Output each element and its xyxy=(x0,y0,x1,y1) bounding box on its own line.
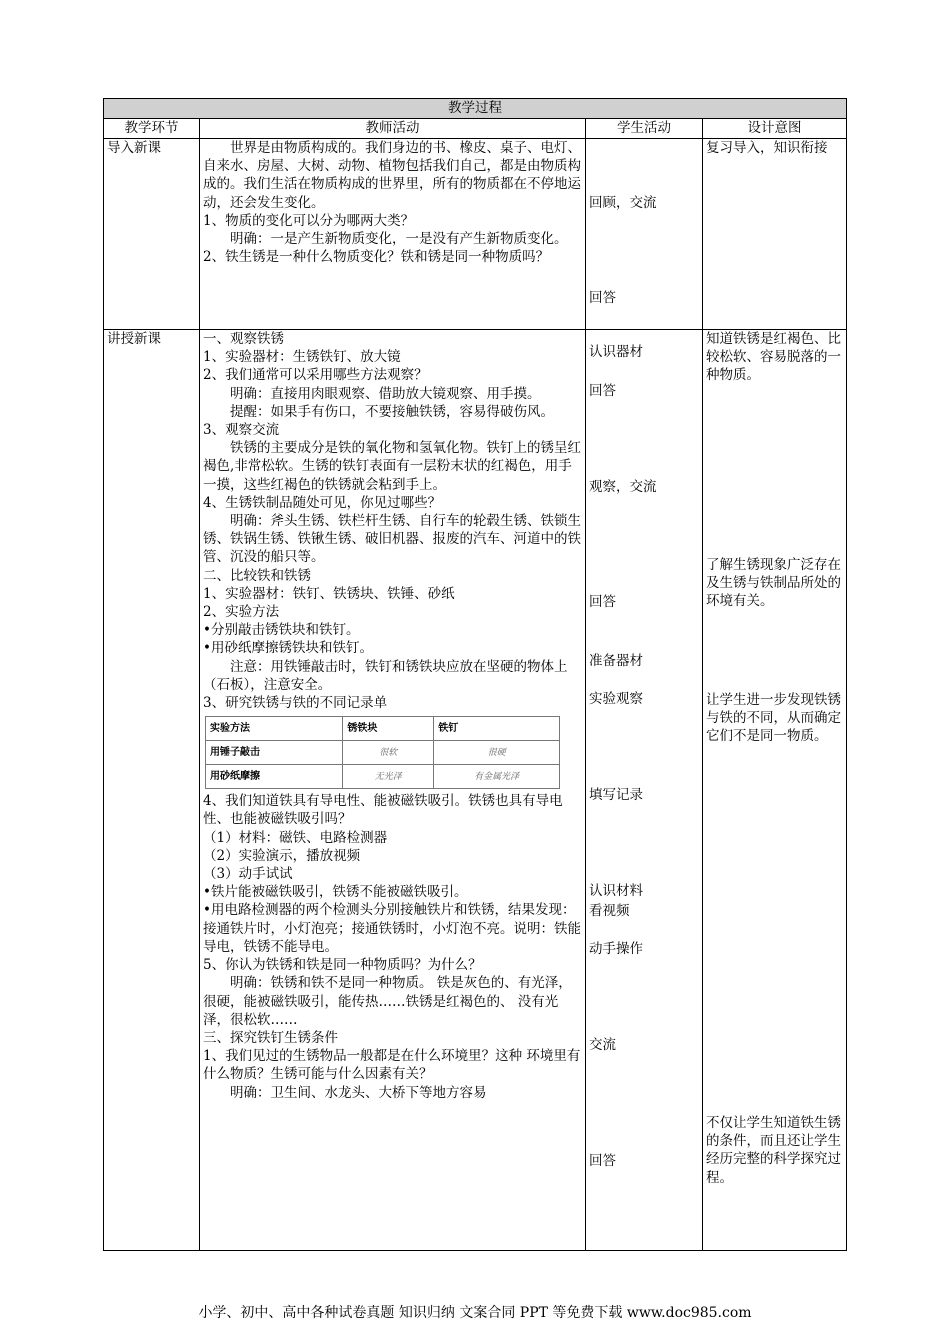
student-text: 实验观察 xyxy=(589,691,643,707)
teacher-text: 2、铁生锈是一种什么物质变化？铁和锈是同一种物质吗？ xyxy=(203,249,550,266)
teacher-text: 明确：一是产生新物质变化，一是没有产生新物质变化。 xyxy=(230,231,568,248)
record-value: 很软 xyxy=(343,741,434,765)
teacher-text: 提醒：如果手有伤口，不要接触铁锈，容易得破伤风。 xyxy=(230,403,554,420)
record-row xyxy=(206,765,560,789)
student-text: 回答 xyxy=(589,290,616,307)
teacher-text: 明确：斧头生锈、铁栏杆生锈、自行车的轮毂生锈、铁锁生锈、铁锅生锈、铁锹生锈、破旧机器、报废的汽车、河道中的铁管、沉没的船只等。 xyxy=(203,513,581,566)
intent-text: 了解生锈现象广泛存在及生锈与铁制品所处的环境有关。 xyxy=(706,557,841,610)
teacher-text: 3、观察交流 xyxy=(203,422,280,439)
teacher-text: •用电路检测器的两个检测头分别接触铁片和铁锈，结果发现：接通铁片时，小灯泡亮；接通铁锈时，小灯泡不亮。说明：铁能导电，铁锈不能导电。 xyxy=(203,902,581,955)
teacher-text: 三、探究铁钉生锈条件 xyxy=(203,1029,338,1046)
record-value: 有金属光泽 xyxy=(434,765,560,789)
teacher-text: 世界是由物质构成的。我们身边的书、橡皮、桌子、电灯、自来水、房屋、大树、动物、植物包括我们自己，都是由物质构成的。我们生活在物质构成的世界里，所有的物质都在不停地运动，还会发生变化。 xyxy=(203,140,581,211)
student-cell xyxy=(586,139,703,330)
record-value: 很硬 xyxy=(434,741,560,765)
record-method: 用砂纸摩擦 xyxy=(206,765,343,789)
student-text: 看视频 xyxy=(589,903,630,919)
record-header: 锈铁块 xyxy=(343,717,434,741)
teacher-text: 铁锈的主要成分是铁的氧化物和氢氧化物。铁钉上的锈呈红褐色,非常松软。生锈的铁钉表面有一层粉末状的红褐色，用手一摸，这些红褐色的铁锈就会粘到手上。 xyxy=(203,440,581,493)
lesson-plan-sheet xyxy=(103,98,846,1264)
teacher-text: 2、实验方法 xyxy=(203,604,280,621)
intent-text: 知道铁锈是红褐色、比较松软、容易脱落的一种物质。 xyxy=(706,331,841,384)
student-text: 回答 xyxy=(589,1153,616,1169)
record-header: 铁钉 xyxy=(434,717,560,741)
teacher-text: 5、你认为铁锈和铁是同一种物质吗？为什么？ xyxy=(203,957,482,974)
teacher-text: 1、物质的变化可以分为哪两大类？ xyxy=(203,212,415,229)
intent-text: 复习导入，知识衔接 xyxy=(706,140,828,156)
teacher-text: 二、比较铁和铁锈 xyxy=(203,567,311,584)
stage-cell: 导入新课 xyxy=(104,139,200,330)
student-text: 观察，交流 xyxy=(589,479,657,495)
teacher-text: 1、实验器材：铁钉、铁锈块、铁锤、砂纸 xyxy=(203,585,455,602)
record-header: 实验方法 xyxy=(206,717,343,741)
student-text: 填写记录 xyxy=(589,787,643,803)
teacher-text: 4、生锈铁制品随处可见，你见过哪些？ xyxy=(203,494,442,511)
table-title: 教学过程 xyxy=(104,99,847,119)
teacher-text: 明确：卫生间、水龙头、大桥下等地方容易 xyxy=(230,1084,487,1101)
stage-cell: 讲授新课 xyxy=(104,330,200,1251)
teacher-text: 2、我们通常可以采用哪些方法观察？ xyxy=(203,367,428,384)
row-intro xyxy=(104,139,847,330)
teacher-text: 一、观察铁锈 xyxy=(203,331,284,347)
teacher-text: •分别敲击锈铁块和铁钉。 xyxy=(203,622,360,639)
teacher-text: 3、研究铁锈与铁的不同记录单 xyxy=(203,695,388,712)
page-footer: 小学、初中、高中各种试卷真题 知识归纳 文案合同 PPT 等免费下载 www.doc985.com xyxy=(198,1305,752,1321)
teaching-process-table xyxy=(103,98,847,1251)
intent-text: 让学生进一步发现铁锈与铁的不同，从而确定它们不是同一物质。 xyxy=(706,692,841,745)
teacher-cell xyxy=(200,139,586,330)
student-text: 准备器材 xyxy=(589,653,643,669)
student-text: 回顾，交流 xyxy=(589,195,657,211)
intent-cell xyxy=(703,139,847,330)
row-new-lesson xyxy=(104,330,847,1251)
teacher-text: •铁片能被磁铁吸引，铁锈不能被磁铁吸引。 xyxy=(203,884,468,901)
header-stage: 教学环节 xyxy=(104,119,200,139)
teacher-text: （2）实验演示，播放视频 xyxy=(203,847,361,864)
student-text: 回答 xyxy=(589,383,616,399)
intent-cell xyxy=(703,330,847,1251)
teacher-text: 1、实验器材：生锈铁钉、放大镜 xyxy=(203,349,401,366)
teacher-text: •用砂纸摩擦锈铁块和铁钉。 xyxy=(203,640,373,657)
student-cell xyxy=(586,330,703,1251)
teacher-text: 明确：直接用肉眼观察、借助放大镜观察、用手摸。 xyxy=(230,385,541,402)
record-method: 用锤子敲击 xyxy=(206,741,343,765)
record-value: 无光泽 xyxy=(343,765,434,789)
student-text: 动手操作 xyxy=(589,941,643,957)
teacher-text: （3）动手试试 xyxy=(203,866,293,883)
student-text: 认识材料 xyxy=(589,883,643,899)
teacher-text: 1、我们见过的生锈物品一般都是在什么环境里？这种 环境里有什么物质？生锈可能与什么因素有关？ xyxy=(203,1048,581,1083)
record-row xyxy=(206,741,560,765)
header-intent: 设计意图 xyxy=(703,119,847,139)
teacher-text: 4、我们知道铁具有导电性、能被磁铁吸引。铁锈也具有导电性、也能被磁铁吸引吗？ xyxy=(203,793,563,828)
intent-text: 不仅让学生知道铁生锈的条件，而且还让学生经历完整的科学探究过程。 xyxy=(706,1115,841,1186)
student-text: 交流 xyxy=(589,1037,616,1053)
record-sheet-table xyxy=(205,716,560,789)
header-student: 学生活动 xyxy=(586,119,703,139)
student-text: 认识器材 xyxy=(589,344,643,360)
teacher-cell xyxy=(200,330,586,1251)
teacher-text: 明确：铁锈和铁不是同一种物质。 铁是灰色的、有光泽，很硬，能被磁铁吸引，能传热……铁锈是红褐色的、 没有光泽，很松软…… xyxy=(203,975,572,1028)
header-row xyxy=(104,119,847,139)
student-text: 回答 xyxy=(589,594,616,610)
header-teacher: 教师活动 xyxy=(200,119,586,139)
teacher-text: 注意：用铁锤敲击时，铁钉和锈铁块应放在坚硬的物体上（石板），注意安全。 xyxy=(203,658,568,693)
teacher-text: （1）材料：磁铁、电路检测器 xyxy=(203,829,388,846)
record-header-row xyxy=(206,717,560,741)
